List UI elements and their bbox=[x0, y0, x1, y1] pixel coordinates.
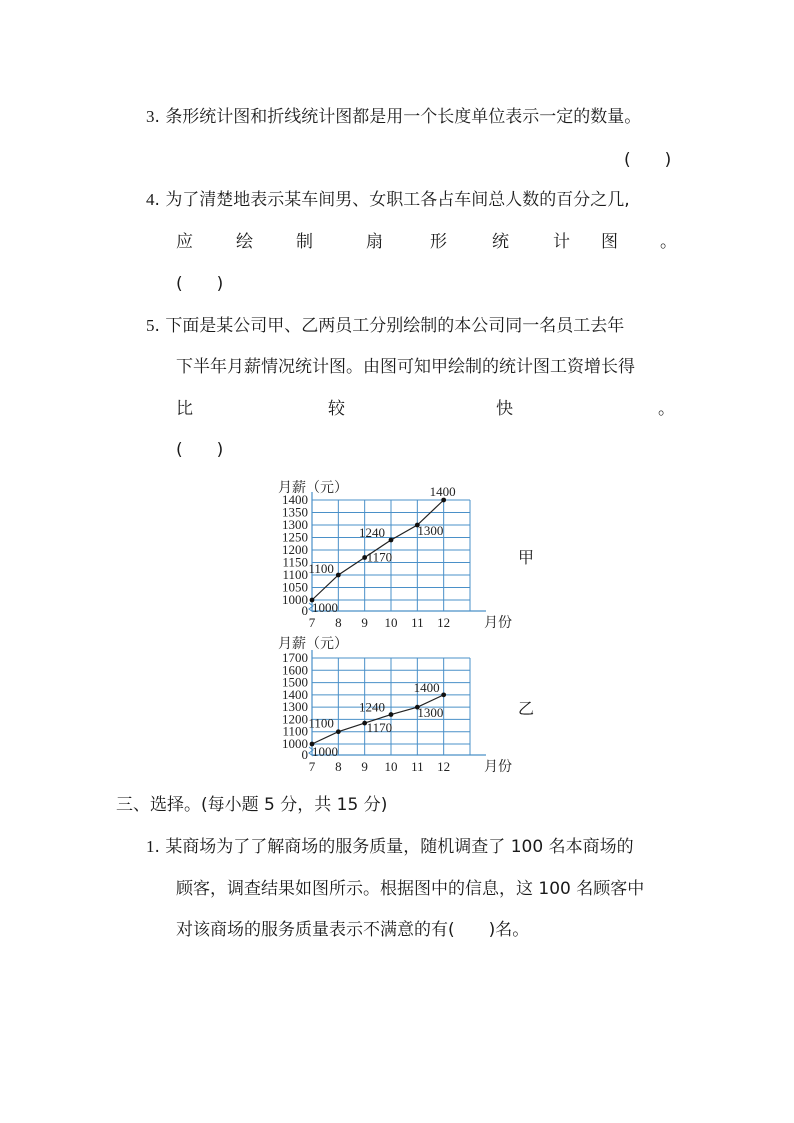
data-label-0: 1000 bbox=[312, 600, 338, 615]
y-tick-label-6: 1500 bbox=[282, 674, 308, 690]
q4-line-2-char-5: 统 bbox=[492, 232, 509, 252]
data-label-2: 1170 bbox=[366, 549, 393, 565]
data-label-2: 1170 bbox=[366, 720, 393, 736]
y-tick-label-5: 1400 bbox=[282, 686, 308, 702]
y-tick-label-8: 1350 bbox=[282, 504, 308, 520]
section3-heading: 三、选择。(每小题 5 分，共 15 分) bbox=[116, 795, 388, 815]
q5-line-3-char-2: 快 bbox=[496, 399, 513, 419]
x-tick-label-0: 7 bbox=[308, 615, 316, 630]
x-tick-label-1: 8 bbox=[335, 759, 342, 774]
chart-xlabel: 月份 bbox=[484, 760, 512, 775]
q4-dot: . bbox=[154, 190, 166, 210]
data-label-1: 1100 bbox=[308, 561, 334, 576]
data-label-5: 1400 bbox=[413, 679, 440, 695]
q4-line-1 bbox=[146, 189, 630, 211]
s3q1-text-1: 某商场为了了解商场的服务质量，随机调查了 100 名本商场的 bbox=[165, 837, 634, 857]
q5-line-3-char-3: 。 bbox=[658, 399, 675, 419]
q5-answer-paren[interactable]: ( ) bbox=[176, 440, 224, 460]
data-point-5 bbox=[441, 692, 446, 697]
y-tick-label-3: 1200 bbox=[282, 711, 308, 727]
y-tick-label-1: 1000 bbox=[282, 736, 308, 751]
q5-dot: . bbox=[154, 316, 166, 336]
q4-number: 4 bbox=[146, 190, 155, 209]
q4-line-2-char-6: 计 bbox=[553, 232, 570, 252]
q4-line-2-char-3: 扇 bbox=[366, 232, 383, 252]
x-tick-label-4: 11 bbox=[411, 615, 424, 630]
chart-ylabel: 月薪（元） bbox=[278, 637, 348, 652]
y-tick-label-1: 1000 bbox=[282, 592, 308, 607]
chart-ylabel: 月薪（元） bbox=[278, 481, 348, 496]
s3q1-line-3[interactable]: 对该商场的服务质量表示不满意的有( )名。 bbox=[176, 920, 530, 940]
q4-line-2-char-1: 绘 bbox=[236, 232, 253, 252]
x-tick-label-2: 9 bbox=[361, 759, 368, 774]
s3q1-dot: . bbox=[154, 837, 166, 857]
data-point-1 bbox=[336, 573, 341, 578]
q4-line-2 bbox=[176, 231, 676, 253]
s3q1-line-1 bbox=[146, 836, 634, 858]
y-tick-label-4: 1300 bbox=[282, 699, 308, 715]
q5-line-2: 下半年月薪情况统计图。由图可知甲绘制的统计图工资增长得 bbox=[176, 357, 635, 377]
y-tick-label-6: 1250 bbox=[282, 529, 308, 545]
data-label-4: 1300 bbox=[417, 705, 444, 721]
x-tick-label-3: 10 bbox=[384, 615, 398, 630]
y-tick-label-2: 1050 bbox=[282, 579, 308, 595]
x-tick-label-2: 9 bbox=[361, 615, 368, 630]
x-tick-label-1: 8 bbox=[335, 615, 342, 630]
x-tick-label-4: 11 bbox=[411, 759, 424, 774]
data-label-0: 1000 bbox=[312, 744, 338, 759]
q5-text-1: 下面是某公司甲、乙两员工分别绘制的本公司同一名员工去年 bbox=[165, 316, 625, 336]
q4-line-2-char-7: 图 bbox=[601, 232, 618, 252]
q3-text: 条形统计图和折线统计图都是用一个长度单位表示一定的数量。 bbox=[165, 107, 642, 127]
q5-number: 5 bbox=[146, 316, 155, 335]
data-label-3: 1240 bbox=[359, 525, 385, 540]
y-tick-label-0: 0 bbox=[301, 747, 308, 762]
x-tick-label-3: 10 bbox=[384, 759, 398, 774]
y-tick-label-8: 1700 bbox=[282, 650, 308, 665]
q5-line-3-char-1: 较 bbox=[328, 399, 345, 419]
x-tick-label-0: 7 bbox=[308, 759, 316, 774]
s3q1-number: 1 bbox=[146, 837, 155, 856]
chart-yi-side-label: 乙 bbox=[518, 699, 535, 718]
q5-line-3 bbox=[176, 398, 676, 420]
y-tick-label-4: 1150 bbox=[282, 554, 308, 570]
s3q1-line-2: 顾客，调查结果如图所示。根据图中的信息，这 100 名顾客中 bbox=[176, 879, 645, 899]
chart-jia bbox=[270, 478, 530, 634]
y-tick-label-0: 0 bbox=[301, 603, 308, 618]
chart-xlabel: 月份 bbox=[484, 616, 512, 631]
q4-line-2-char-2: 制 bbox=[296, 232, 313, 252]
y-tick-label-7: 1600 bbox=[282, 662, 308, 678]
x-tick-label-5: 12 bbox=[437, 615, 451, 630]
q5-line-3-char-0: 比 bbox=[176, 399, 193, 419]
data-label-1: 1100 bbox=[308, 715, 334, 731]
chart-jia-side-label: 甲 bbox=[518, 548, 535, 567]
y-tick-label-9: 1400 bbox=[282, 492, 308, 507]
q4-text-1: 为了清楚地表示某车间男、女职工各占车间总人数的百分之几, bbox=[165, 190, 630, 210]
y-tick-label-5: 1200 bbox=[282, 542, 308, 557]
q5-line-1 bbox=[146, 315, 624, 337]
q4-line-2-char-4: 形 bbox=[430, 232, 447, 252]
data-point-3 bbox=[389, 538, 394, 543]
q3-number: 3 bbox=[146, 107, 155, 126]
y-tick-label-2: 1100 bbox=[282, 723, 308, 739]
y-tick-label-3: 1100 bbox=[282, 567, 308, 582]
q4-line-2-char-0: 应 bbox=[176, 232, 193, 252]
q4-answer-paren[interactable]: ( ) bbox=[176, 274, 224, 294]
data-label-3: 1240 bbox=[359, 699, 385, 715]
q4-line-2-char-8: 。 bbox=[660, 232, 677, 252]
chart-yi bbox=[270, 634, 530, 776]
data-point-1 bbox=[336, 729, 341, 734]
q3-dot: . bbox=[154, 107, 166, 127]
q3-line bbox=[146, 106, 641, 128]
x-tick-label-5: 12 bbox=[437, 759, 451, 774]
q3-answer-paren[interactable]: ( ) bbox=[624, 150, 672, 170]
data-label-4: 1300 bbox=[417, 523, 444, 538]
data-point-3 bbox=[389, 712, 394, 717]
data-label-5: 1400 bbox=[429, 484, 456, 499]
y-tick-label-7: 1300 bbox=[282, 517, 308, 532]
